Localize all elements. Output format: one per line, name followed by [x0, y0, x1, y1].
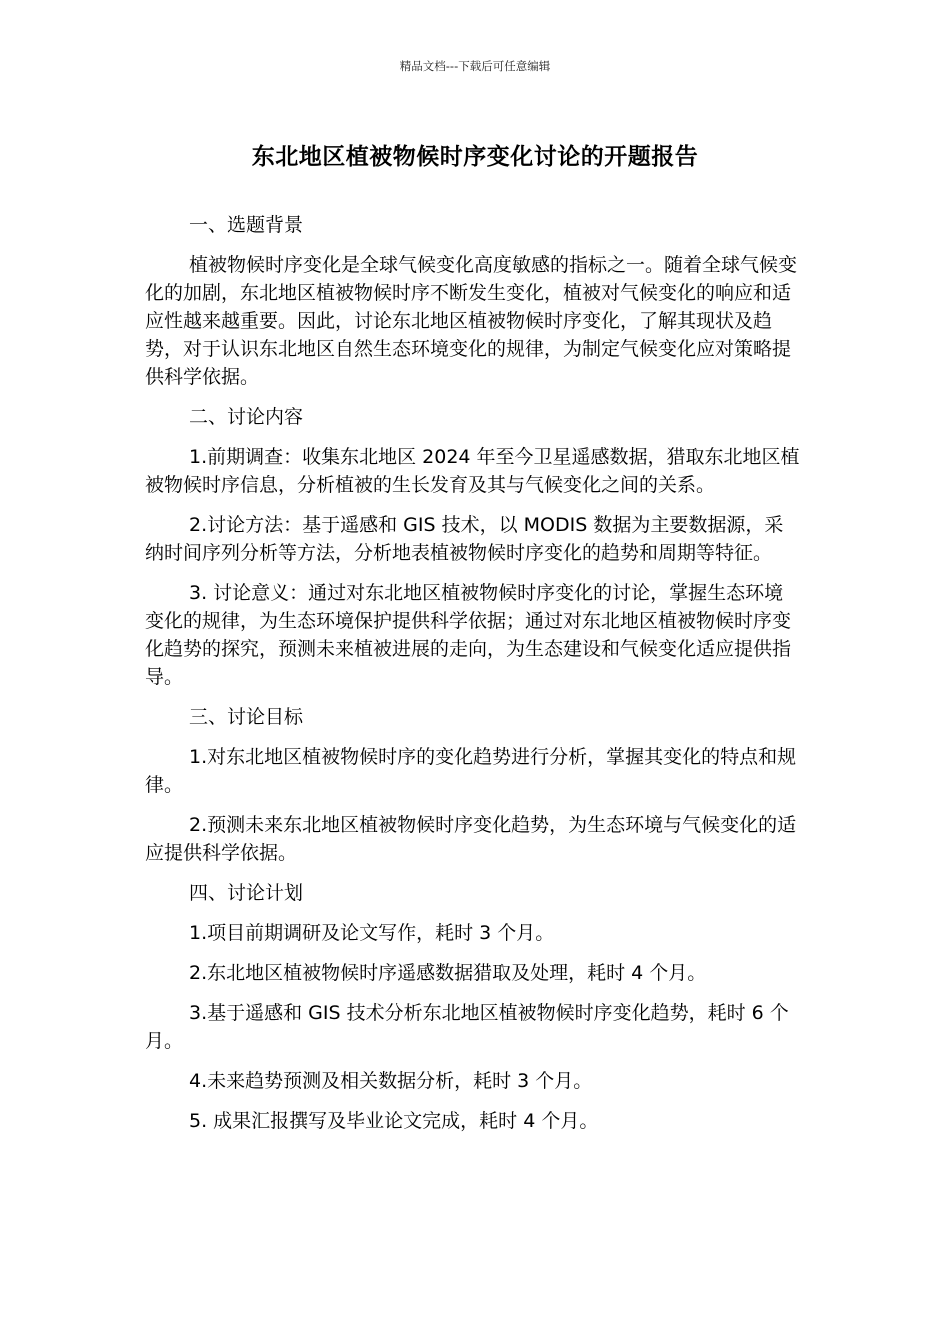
content-item: 2.讨论方法：基于遥感和 GIS 技术，以 MODIS 数据为主要数据源，采纳时间序列分析等方法，分析地表植被物候时序变化的趋势和周期等特征。	[145, 514, 784, 564]
section-heading-background: 一、选题背景	[189, 214, 304, 236]
plan-item: 5. 成果汇报撰写及毕业论文完成，耗时 4 个月。	[189, 1110, 599, 1132]
background-paragraph: 植被物候时序变化是全球气候变化高度敏感的指标之一。随着全球气候变化的加剧，东北地区植被物候时序不断发生变化，植被对气候变化的响应和适应性越来越重要。因此，讨论东北地区植被物候时序变化，了解其现状及趋势，对于认识东北地区自然生态环境变化的规律，为制定气候变化应对策略提供科学依据。	[145, 254, 798, 388]
section-heading-content: 二、讨论内容	[189, 406, 304, 428]
content-item: 3. 讨论意义：通过对东北地区植被物候时序变化的讨论，掌握生态环境变化的规律，为生态环境保护提供科学依据；通过对东北地区植被物候时序变化趋势的探究，预测未来植被进展的走向，为生态建设和气候变化适应提供指导。	[145, 582, 792, 688]
section-heading-plan: 四、讨论计划	[189, 882, 304, 904]
document-title: 东北地区植被物候时序变化讨论的开题报告	[251, 144, 699, 170]
plan-item: 1.项目前期调研及论文写作，耗时 3 个月。	[189, 922, 555, 944]
goal-item: 2.预测未来东北地区植被物候时序变化趋势，为生态环境与气候变化的适应提供科学依据。	[145, 814, 797, 864]
plan-item: 3.基于遥感和 GIS 技术分析东北地区植被物候时序变化趋势，耗时 6 个月。	[145, 1002, 789, 1052]
plan-item: 4.未来趋势预测及相关数据分析，耗时 3 个月。	[189, 1070, 593, 1092]
goal-item: 1.对东北地区植被物候时序的变化趋势进行分析，掌握其变化的特点和规律。	[145, 746, 797, 796]
document-body	[145, 211, 801, 1147]
plan-item: 2.东北地区植被物候时序遥感数据猎取及处理，耗时 4 个月。	[189, 962, 707, 984]
header-note: 精品文档---下载后可任意编辑	[399, 59, 551, 73]
content-item: 1.前期调查：收集东北地区 2024 年至今卫星遥感数据，猎取东北地区植被物候时序信息，分析植被的生长发育及其与气候变化之间的关系。	[145, 446, 800, 496]
section-heading-goals: 三、讨论目标	[189, 706, 304, 728]
